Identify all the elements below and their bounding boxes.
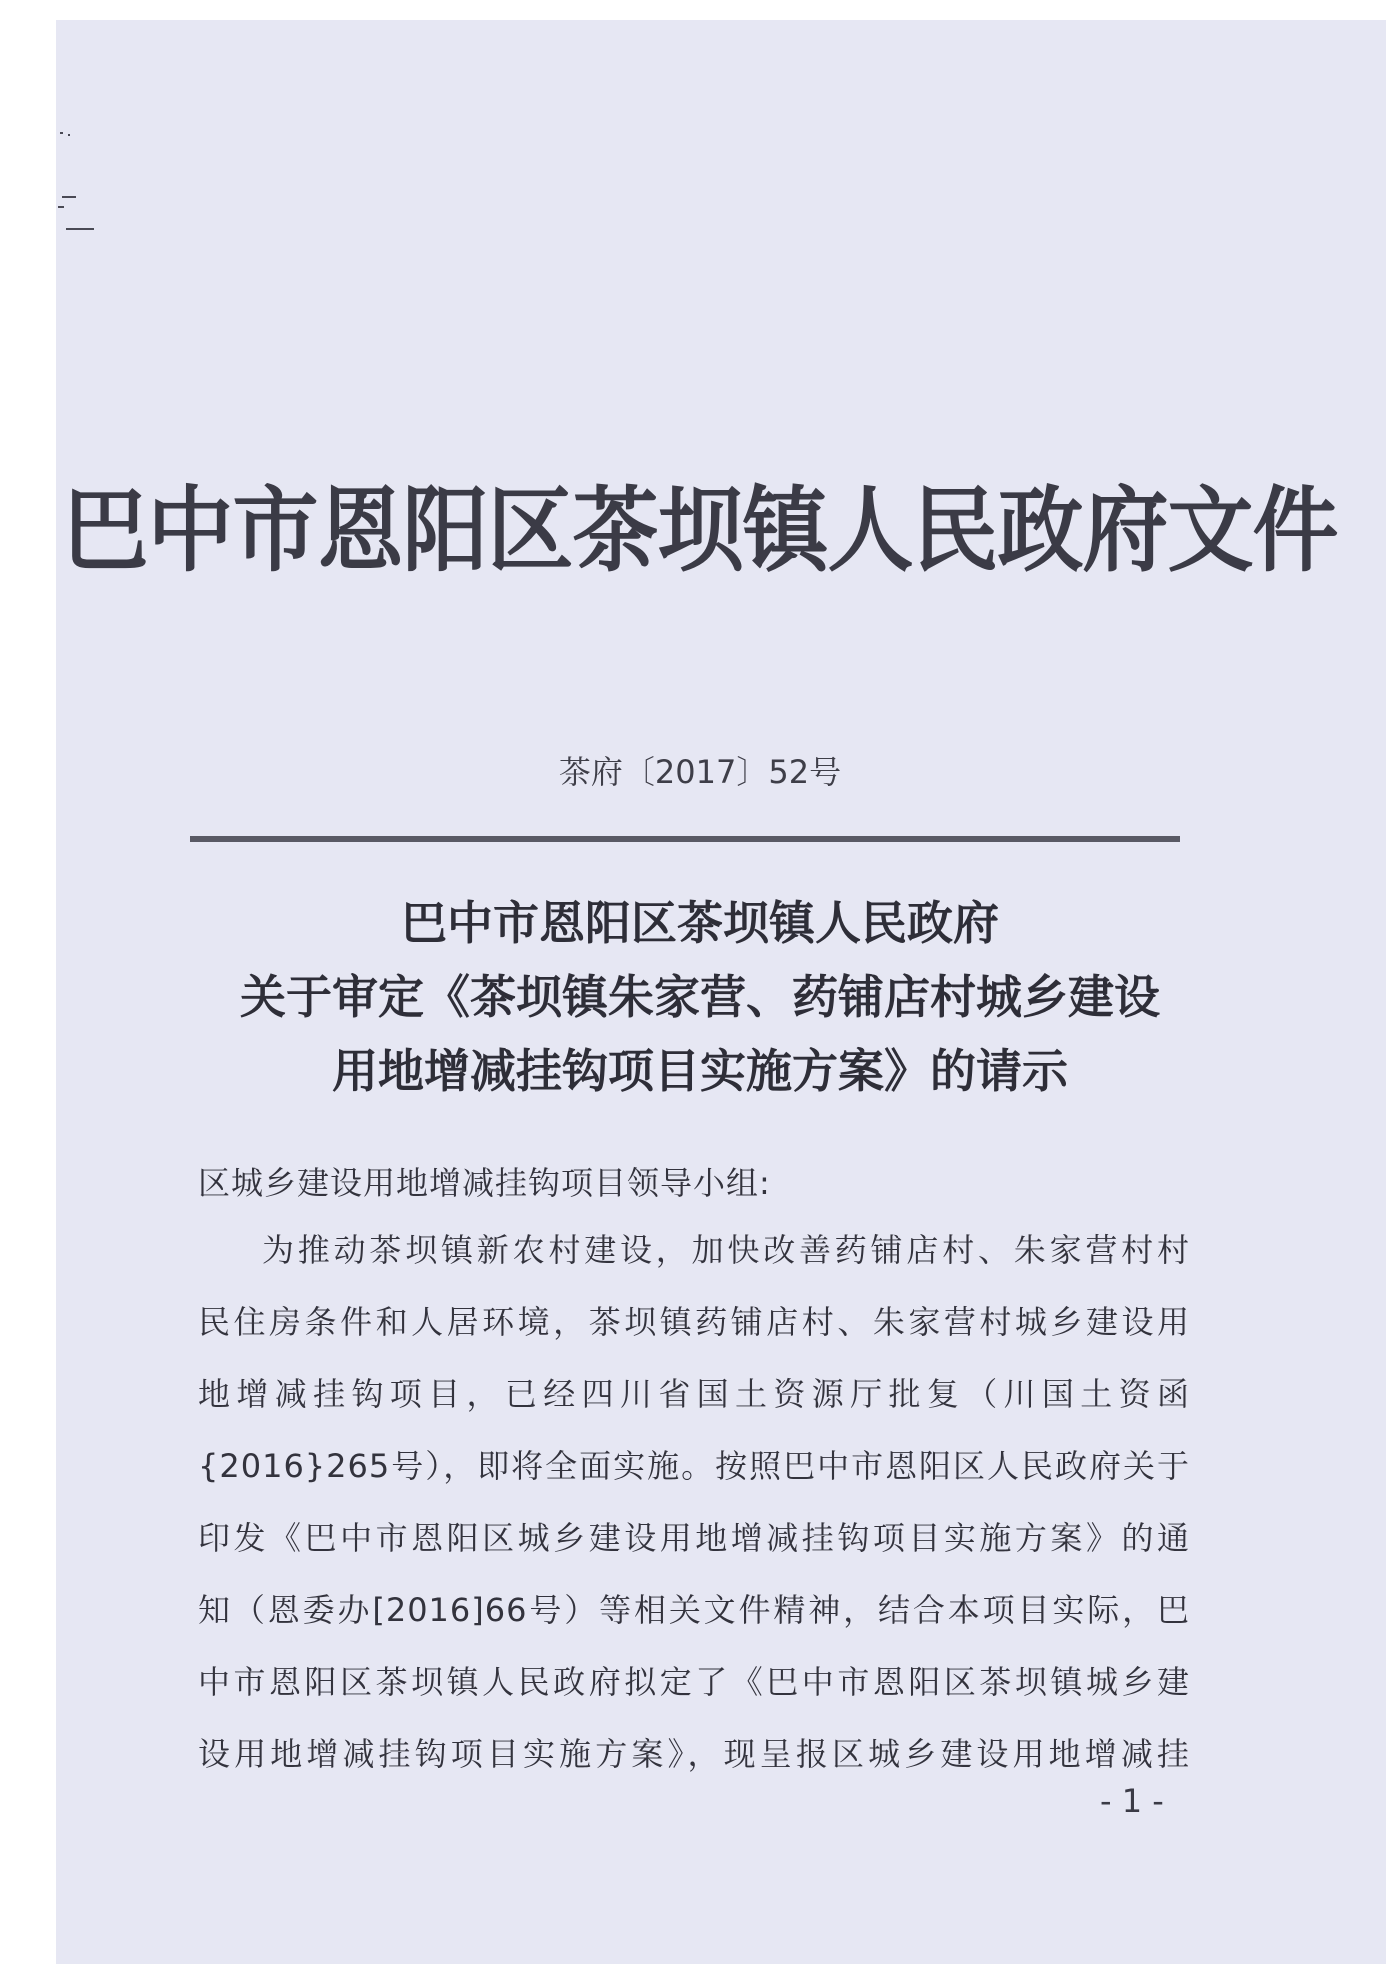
red-header-title: 巴中市恩阳区茶坝镇人民政府文件 (62, 475, 1338, 585)
body-line: 设用地增减挂钩项目实施方案》，现呈报区城乡建设用地增减挂 (198, 1735, 1190, 1773)
header-divider (190, 836, 1180, 842)
body-line: 中市恩阳区茶坝镇人民政府拟定了《巴中市恩阳区茶坝镇城乡建 (198, 1663, 1190, 1701)
document-subject (0, 886, 1400, 1108)
subject-line: 用地增减挂钩项目实施方案》的请示 (332, 1044, 1068, 1098)
document-number: 茶府〔2017〕52号 (558, 753, 842, 791)
body-line: {2016}265号），即将全面实施。按照巴中市恩阳区人民政府关于 (198, 1447, 1190, 1485)
scan-speck (68, 134, 70, 136)
body-line: 民住房条件和人居环境，茶坝镇药铺店村、朱家营村城乡建设用 (198, 1303, 1190, 1341)
body-line: 印发《巴中市恩阳区城乡建设用地增减挂钩项目实施方案》的通 (198, 1519, 1190, 1557)
body-line: 为推动茶坝镇新农村建设，加快改善药铺店村、朱家营村村 (262, 1231, 1190, 1269)
scan-speck (60, 132, 63, 134)
scan-speck (62, 196, 76, 198)
body-paragraph (198, 1214, 1190, 1790)
body-line: 地增减挂钩项目，已经四川省国土资源厅批复（川国土资函 (198, 1375, 1190, 1413)
subject-line: 巴中市恩阳区茶坝镇人民政府 (401, 896, 999, 950)
body-line: 知（恩委办[2016]66号）等相关文件精神，结合本项目实际，巴 (198, 1591, 1190, 1629)
page-number: - 1 - (1100, 1782, 1164, 1820)
addressee: 区城乡建设用地增减挂钩项目领导小组: (198, 1164, 771, 1202)
scan-speck (66, 228, 94, 230)
scan-speck (58, 206, 64, 208)
subject-line: 关于审定《茶坝镇朱家营、药铺店村城乡建设 (240, 970, 1160, 1024)
